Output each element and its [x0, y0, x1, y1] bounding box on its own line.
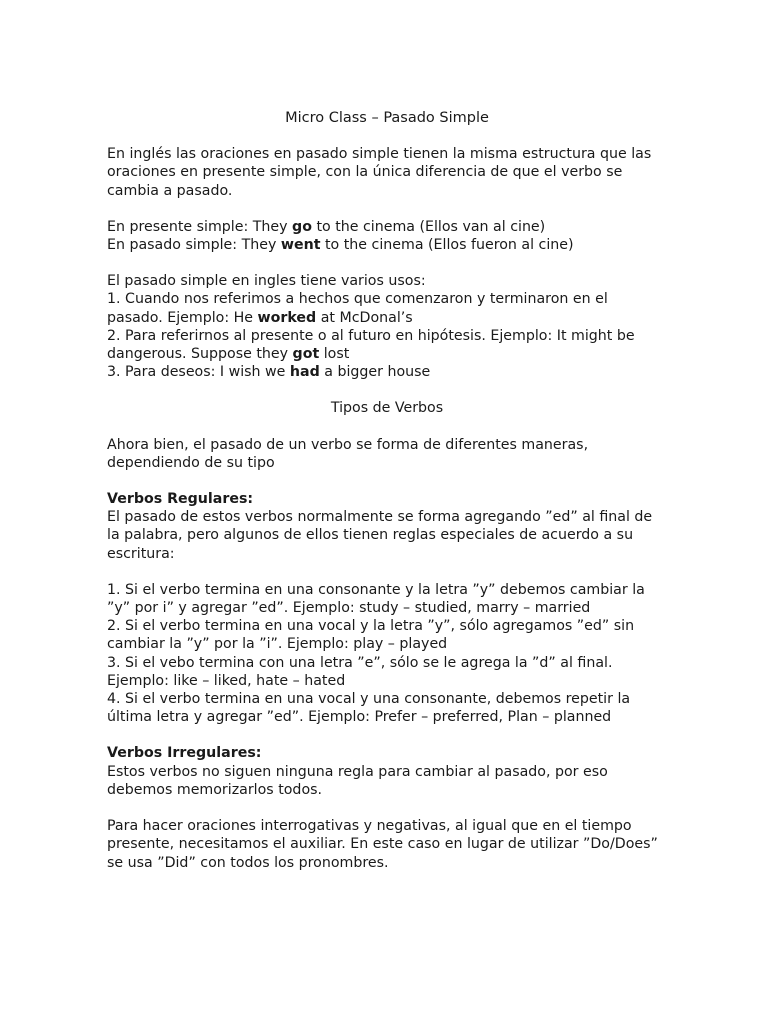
use-item-1 [107, 290, 667, 326]
use-item-1-verb: worked [257, 309, 317, 326]
types-intro: Ahora bien, el pasado de un verbo se forma de diferentes maneras, dependiendo de su tipo [107, 436, 589, 471]
past-example-post: to the cinema (Ellos fueron al cine) [320, 237, 574, 254]
irregular-verbs-text: Estos verbos no siguen ninguna regla para cambiar al pasado, por eso debemos memorizarlos todos. [107, 763, 608, 798]
use-item-3-verb: had [289, 364, 320, 381]
use-item-2-post: lost [319, 346, 350, 363]
use-item-3-post: a bigger house [319, 364, 431, 381]
intro-paragraph: En inglés las oraciones en pasado simple tienen la misma estructura que las oraciones en presente simple, con la única diferencia de que el verbo se cambia a pasado. [107, 146, 652, 199]
present-example [107, 218, 667, 236]
types-title: Tipos de Verbos [330, 400, 444, 417]
document-title: Micro Class – Pasado Simple [285, 110, 489, 126]
present-example-post: to the cinema (Ellos van al cine) [311, 218, 546, 235]
past-example-verb: went [280, 237, 321, 254]
closing-paragraph: Para hacer oraciones interrogativas y negativas, al igual que en el tiempo presente, necesitamos el auxiliar. En este caso en lugar de utilizar ”Do/Does” se usa ”Did” con todos los pronombres. [107, 818, 658, 871]
regular-rule-1: 1. Si el verbo termina en una consonante y la letra ”y” debemos cambiar la ”y” por i” y agregar ”ed”. Ejemplo: study – studied, marry – married [107, 581, 645, 617]
regular-rule-4: 4. Si el verbo termina en una vocal y una consonante, debemos repetir la última letra y agregar ”ed”. Ejemplo: Prefer – preferred, Plan – planned [107, 691, 631, 726]
use-item-1-post: at McDonal’s [316, 309, 413, 326]
use-item-1-pre: 1. Cuando nos referimos a hechos que comenzaron y terminaron en el pasado. Ejemplo: He [107, 291, 608, 326]
regular-verbs-heading: Verbos Regulares: [107, 491, 254, 508]
use-item-2-pre: 2. Para referirnos al presente o al futuro en hipótesis. Ejemplo: It might be dangerous. Suppose they [107, 327, 635, 363]
uses-heading: El pasado simple en ingles tiene varios usos: [107, 273, 426, 290]
document-body [107, 109, 667, 872]
regular-rule-2: 2. Si el verbo termina en una vocal y la letra ”y”, sólo agregamos ”ed” sin cambiar la ”y” por la ”i”. Ejemplo: play – played [107, 618, 635, 653]
use-item-3-pre: 3. Para deseos: I wish we [107, 364, 290, 381]
use-item-3 [107, 363, 667, 381]
regular-verbs-text: El pasado de estos verbos normalmente se forma agregando ”ed” al final de la palabra, pero algunos de ellos tienen reglas especiales de acuerdo a su escritura: [107, 509, 653, 562]
regular-rule-3: 3. Si el vebo termina con una letra ”e”, sólo se le agrega la ”d” al final. Ejemplo: like – liked, hate – hated [107, 654, 613, 689]
past-example-pre: En pasado simple: They [107, 237, 281, 254]
use-item-2-verb: got [292, 346, 320, 363]
irregular-verbs-heading: Verbos Irregulares: [107, 745, 262, 762]
present-example-verb: go [292, 218, 312, 235]
past-example [107, 236, 667, 254]
present-example-pre: En presente simple: They [107, 218, 293, 235]
use-item-2 [107, 327, 667, 363]
